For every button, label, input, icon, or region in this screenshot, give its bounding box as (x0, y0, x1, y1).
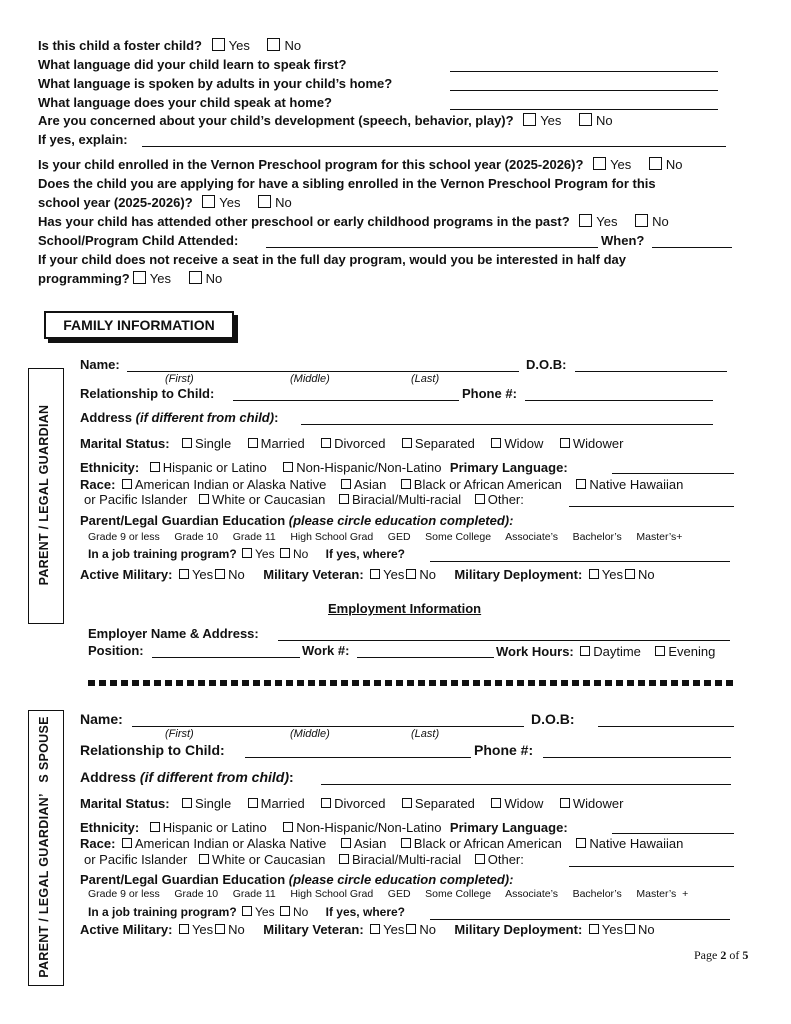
halfday-yes-checkbox[interactable] (133, 271, 146, 284)
g2-primary-language-field[interactable] (612, 833, 734, 834)
g2-job-where-field[interactable] (430, 919, 730, 920)
lang-child-label: What language does your child speak at home? (38, 95, 332, 110)
position-field[interactable] (152, 657, 300, 658)
enrolled-no-checkbox[interactable] (649, 157, 662, 170)
g1-american-indian-checkbox[interactable] (122, 479, 132, 489)
g1-job-no-checkbox[interactable] (280, 548, 290, 558)
g1-education-levels[interactable]: Grade 9 or less Grade 10 Grade 11 High School Grad GED Some College Associate’s Bachelor’s Master’s+ (88, 531, 683, 543)
g2-married-checkbox[interactable] (248, 798, 258, 808)
page-number: Page 2 of 5 (694, 948, 749, 962)
attended-no-checkbox[interactable] (635, 214, 648, 227)
sibling-yes-checkbox[interactable] (202, 195, 215, 208)
g1-relationship-label: Relationship to Child: (80, 386, 215, 401)
g1-veteran-no-checkbox[interactable] (406, 569, 416, 579)
g2-education-levels[interactable]: Grade 9 or less Grade 10 Grade 11 High School Grad GED Some College Associate’s Bachelor’s Master’s + (88, 888, 689, 900)
enrolled-yes-checkbox[interactable] (593, 157, 606, 170)
g1-biracial-checkbox[interactable] (339, 494, 349, 504)
g2-job-no-checkbox[interactable] (280, 906, 290, 916)
evening-checkbox[interactable] (655, 646, 665, 656)
lang-adults-label: What language is spoken by adults in your child’s home? (38, 76, 393, 91)
g1-non-hispanic-checkbox[interactable] (283, 462, 293, 472)
g2-deployment-yes-checkbox[interactable] (589, 924, 599, 934)
g2-first-hint: (First) (165, 728, 194, 740)
g2-other-checkbox[interactable] (475, 854, 485, 864)
g2-widower-checkbox[interactable] (560, 798, 570, 808)
concern-no-checkbox[interactable] (579, 113, 592, 126)
g2-ethnicity-row: Ethnicity: Hispanic or Latino Non-Hispanic/Non-Latino Primary Language: (80, 820, 568, 835)
g2-name-label: Name: (80, 711, 123, 727)
g2-deployment-no-checkbox[interactable] (625, 924, 635, 934)
halfday-question-line2: programming? Yes No (38, 271, 223, 286)
g1-race-row: Race: American Indian or Alaska Native Asian Black or African American Native Hawaiian (80, 477, 684, 492)
employer-label: Employer Name & Address: (88, 626, 259, 641)
g2-name-field[interactable] (132, 726, 524, 727)
g2-dob-label: D.O.B: (531, 711, 575, 727)
g2-widow-checkbox[interactable] (491, 798, 501, 808)
g1-dob-label: D.O.B: (526, 357, 567, 372)
g2-phone-field[interactable] (543, 757, 731, 758)
g2-divorced-checkbox[interactable] (321, 798, 331, 808)
work-number-field[interactable] (357, 657, 494, 658)
g1-separated-checkbox[interactable] (402, 438, 412, 448)
employment-heading: Employment Information (328, 601, 482, 616)
when-field[interactable] (652, 247, 732, 248)
work-hours-row: Work Hours: Daytime Evening (496, 644, 716, 659)
g1-black-checkbox[interactable] (401, 479, 411, 489)
halfday-no-checkbox[interactable] (189, 271, 202, 284)
g1-first-hint: (First) (165, 373, 194, 385)
g1-widow-checkbox[interactable] (491, 438, 501, 448)
g1-military-row: Active Military: Yes No Military Veteran: Yes No Military Deployment: Yes No (80, 567, 655, 582)
g1-active-no-checkbox[interactable] (215, 569, 225, 579)
foster-no-checkbox[interactable] (267, 38, 280, 51)
g2-american-indian-checkbox[interactable] (122, 838, 132, 848)
lang-child-field[interactable] (450, 109, 718, 110)
school-attended-label: School/Program Child Attended: (38, 233, 239, 248)
g1-name-field[interactable] (127, 371, 519, 372)
g2-separated-checkbox[interactable] (402, 798, 412, 808)
g1-divorced-checkbox[interactable] (321, 438, 331, 448)
g1-race-row2: or Pacific Islander White or Caucasian Biracial/Multi-racial Other: (84, 492, 524, 507)
g1-job-training-row: In a job training program? Yes No If yes, where? (88, 547, 405, 561)
g1-middle-hint: (Middle) (290, 373, 330, 385)
family-information-heading: FAMILY INFORMATION (44, 311, 234, 339)
g1-phone-field[interactable] (525, 400, 713, 401)
g1-primary-language-field[interactable] (612, 473, 734, 474)
g2-relationship-label: Relationship to Child: (80, 742, 225, 758)
g1-other-field[interactable] (569, 506, 734, 507)
g1-address-label: Address (if different from child): (80, 410, 279, 425)
school-attended-field[interactable] (266, 247, 598, 248)
g1-name-label: Name: (80, 357, 120, 372)
g1-education-label: Parent/Legal Guardian Education (please circle education completed): (80, 513, 514, 528)
g1-job-where-field[interactable] (430, 561, 730, 562)
g2-veteran-no-checkbox[interactable] (406, 924, 416, 934)
concern-yes-checkbox[interactable] (523, 113, 536, 126)
g1-job-yes-checkbox[interactable] (242, 548, 252, 558)
g1-asian-checkbox[interactable] (341, 479, 351, 489)
g2-dob-field[interactable] (598, 726, 734, 727)
g2-single-checkbox[interactable] (182, 798, 192, 808)
sibling-question-line2: school year (2025-2026)? Yes No (38, 195, 292, 210)
g2-other-field[interactable] (569, 866, 734, 867)
g1-marital-row: Marital Status: Single Married Divorced Separated Widow Widower (80, 436, 624, 451)
g1-ethnicity-row: Ethnicity: Hispanic or Latino Non-Hispanic/Non-Latino Primary Language: (80, 460, 568, 475)
concern-question: Are you concerned about your child’s development (speech, behavior, play)? Yes No (38, 113, 613, 128)
g2-active-yes-checkbox[interactable] (179, 924, 189, 934)
explain-field[interactable] (142, 146, 726, 147)
g2-education-label: Parent/Legal Guardian Education (please circle education completed): (80, 872, 514, 887)
attended-yes-checkbox[interactable] (579, 214, 592, 227)
lang-first-field[interactable] (450, 71, 718, 72)
g2-job-training-row: In a job training program? Yes No If yes, where? (88, 905, 405, 919)
g2-asian-checkbox[interactable] (341, 838, 351, 848)
g2-veteran-yes-checkbox[interactable] (370, 924, 380, 934)
g2-hispanic-checkbox[interactable] (150, 822, 160, 832)
g2-phone-label: Phone #: (474, 742, 534, 758)
enrolled-question: Is your child enrolled in the Vernon Preschool program for this school year (2025-2026)? Yes No (38, 157, 683, 172)
foster-yes-checkbox[interactable] (212, 38, 225, 51)
g1-married-checkbox[interactable] (248, 438, 258, 448)
g2-military-row: Active Military: Yes No Military Veteran: Yes No Military Deployment: Yes No (80, 922, 655, 937)
lang-adults-field[interactable] (450, 90, 718, 91)
g2-active-no-checkbox[interactable] (215, 924, 225, 934)
g1-veteran-yes-checkbox[interactable] (370, 569, 380, 579)
g1-single-checkbox[interactable] (182, 438, 192, 448)
foster-question: Is this child a foster child? Yes No (38, 38, 302, 53)
daytime-checkbox[interactable] (580, 646, 590, 656)
g1-relationship-field[interactable] (233, 400, 459, 401)
g2-relationship-field[interactable] (245, 757, 471, 758)
work-number-label: Work #: (302, 643, 350, 658)
g2-address-field[interactable] (321, 784, 731, 785)
g2-last-hint: (Last) (411, 728, 440, 740)
attended-question: Has your child has attended other preschool or early childhood programs in the past? Yes No (38, 214, 669, 229)
g1-hispanic-checkbox[interactable] (150, 462, 160, 472)
position-label: Position: (88, 643, 144, 658)
g2-marital-row: Marital Status: Single Married Divorced Separated Widow Widower (80, 796, 624, 811)
g2-white-checkbox[interactable] (199, 854, 209, 864)
explain-label: If yes, explain: (38, 132, 128, 147)
g2-black-checkbox[interactable] (401, 838, 411, 848)
g1-deployment-yes-checkbox[interactable] (589, 569, 599, 579)
g2-non-hispanic-checkbox[interactable] (283, 822, 293, 832)
g1-phone-label: Phone #: (462, 386, 517, 401)
employer-field[interactable] (278, 640, 730, 641)
g1-white-checkbox[interactable] (199, 494, 209, 504)
g1-last-hint: (Last) (411, 373, 440, 385)
g1-address-field[interactable] (301, 424, 713, 425)
section-divider (88, 680, 733, 686)
g1-other-checkbox[interactable] (475, 494, 485, 504)
g1-dob-field[interactable] (575, 371, 727, 372)
g1-deployment-no-checkbox[interactable] (625, 569, 635, 579)
halfday-question-line1: If your child does not receive a seat in the full day program, would you be interested in half day (38, 252, 627, 267)
when-label: When? (601, 233, 645, 248)
g1-active-yes-checkbox[interactable] (179, 569, 189, 579)
g2-address-label: Address (if different from child): (80, 769, 294, 785)
g2-native-hawaiian-checkbox[interactable] (576, 838, 586, 848)
sibling-question-line1: Does the child you are applying for have a sibling enrolled in the Vernon Preschool Program for this (38, 176, 656, 191)
g1-native-hawaiian-checkbox[interactable] (576, 479, 586, 489)
g2-biracial-checkbox[interactable] (339, 854, 349, 864)
g2-job-yes-checkbox[interactable] (242, 906, 252, 916)
g2-race-row2: or Pacific Islander White or Caucasian Biracial/Multi-racial Other: (84, 852, 524, 867)
sibling-no-checkbox[interactable] (258, 195, 271, 208)
g2-middle-hint: (Middle) (290, 728, 330, 740)
g2-race-row: Race: American Indian or Alaska Native Asian Black or African American Native Hawaiian (80, 836, 684, 851)
g1-widower-checkbox[interactable] (560, 438, 570, 448)
guardian-side-label: PARENT / LEGAL GUARDIAN (37, 404, 51, 586)
lang-first-label: What language did your child learn to speak first? (38, 57, 347, 72)
spouse-side-label: PARENT / LEGAL GUARDIAN’ S SPOUSE (37, 716, 51, 978)
